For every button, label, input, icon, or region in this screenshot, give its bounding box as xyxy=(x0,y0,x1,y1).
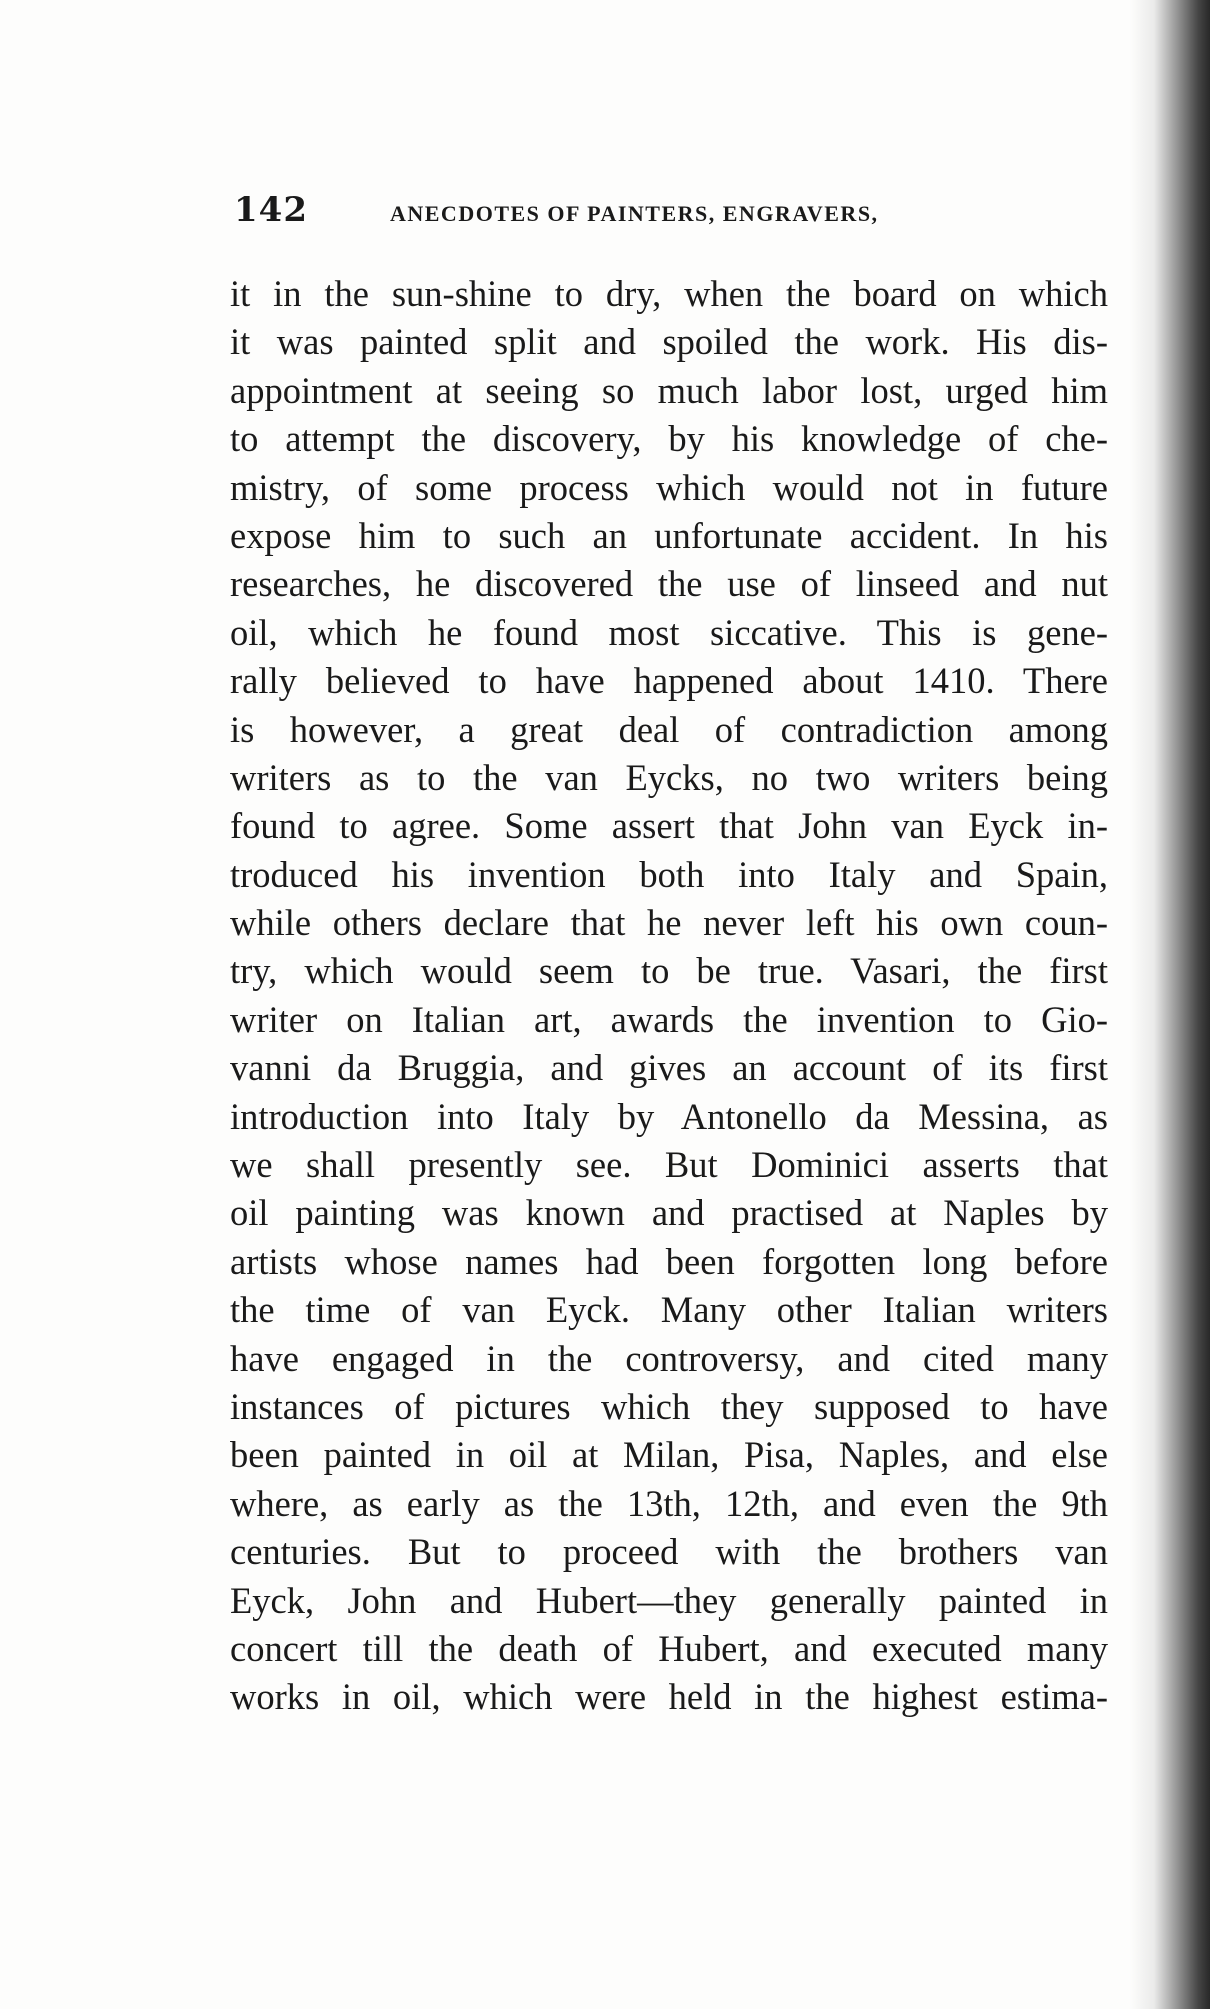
text-line: where, as early as the 13th, 12th, and even the 9th xyxy=(230,1482,1108,1524)
page-edge-shadow xyxy=(1130,0,1210,2009)
text-line: concert till the death of Hubert, and executed many xyxy=(230,1627,1108,1669)
text-line: rally believed to have happened about 1410. There xyxy=(230,660,1108,702)
running-title: ANECDOTES OF PAINTERS, ENGRAVERS, xyxy=(389,201,879,226)
text-line: vanni da Bruggia, and gives an account of its first xyxy=(230,1047,1108,1089)
text-line: oil, which he found most siccative. This is gene- xyxy=(230,611,1108,653)
text-line: the time of van Eyck. Many other Italian writers xyxy=(230,1289,1108,1331)
text-line: researches, he discovered the use of linseed and nut xyxy=(230,563,1108,605)
running-head xyxy=(234,190,1114,230)
text-line: found to agree. Some assert that John van Eyck in- xyxy=(230,805,1108,847)
text-line: centuries. But to proceed with the brothers van xyxy=(230,1531,1108,1573)
text-line: it in the sun-shine to dry, when the board on which xyxy=(230,273,1108,314)
body-text xyxy=(230,270,1108,1722)
text-line: while others declare that he never left his own coun- xyxy=(230,902,1108,944)
text-line: troduced his invention both into Italy and Spain, xyxy=(230,853,1108,895)
text-line: artists whose names had been forgotten long before xyxy=(230,1240,1108,1282)
text-line: we shall presently see. But Dominici asserts that xyxy=(230,1144,1108,1186)
text-line: mistry, of some process which would not in future xyxy=(230,466,1108,508)
text-line: try, which would seem to be true. Vasari, the first xyxy=(230,950,1108,992)
text-line: expose him to such an unfortunate accident. In his xyxy=(230,514,1108,556)
text-line: writers as to the van Eycks, no two writers being xyxy=(230,756,1108,798)
page-number: 142 xyxy=(234,190,308,230)
text-line: is however, a great deal of contradiction among xyxy=(230,708,1108,750)
text-line: instances of pictures which they supposed to have xyxy=(230,1385,1108,1427)
text-line: have engaged in the controversy, and cited many xyxy=(230,1337,1108,1379)
text-line: Eyck, John and Hubert—they generally painted in xyxy=(230,1579,1108,1621)
text-line: appointment at seeing so much labor lost, urged him xyxy=(230,369,1108,411)
text-line: it was painted split and spoiled the work. His dis- xyxy=(230,321,1108,363)
text-line: introduction into Italy by Antonello da Messina, as xyxy=(230,1095,1108,1137)
text-line: oil painting was known and practised at Naples by xyxy=(230,1192,1108,1234)
text-line: to attempt the discovery, by his knowledge of che- xyxy=(230,418,1108,460)
text-line: been painted in oil at Milan, Pisa, Naples, and else xyxy=(230,1434,1108,1476)
text-line: works in oil, which were held in the highest estima- xyxy=(230,1676,1108,1718)
text-line: writer on Italian art, awards the invention to Gio- xyxy=(230,998,1108,1040)
